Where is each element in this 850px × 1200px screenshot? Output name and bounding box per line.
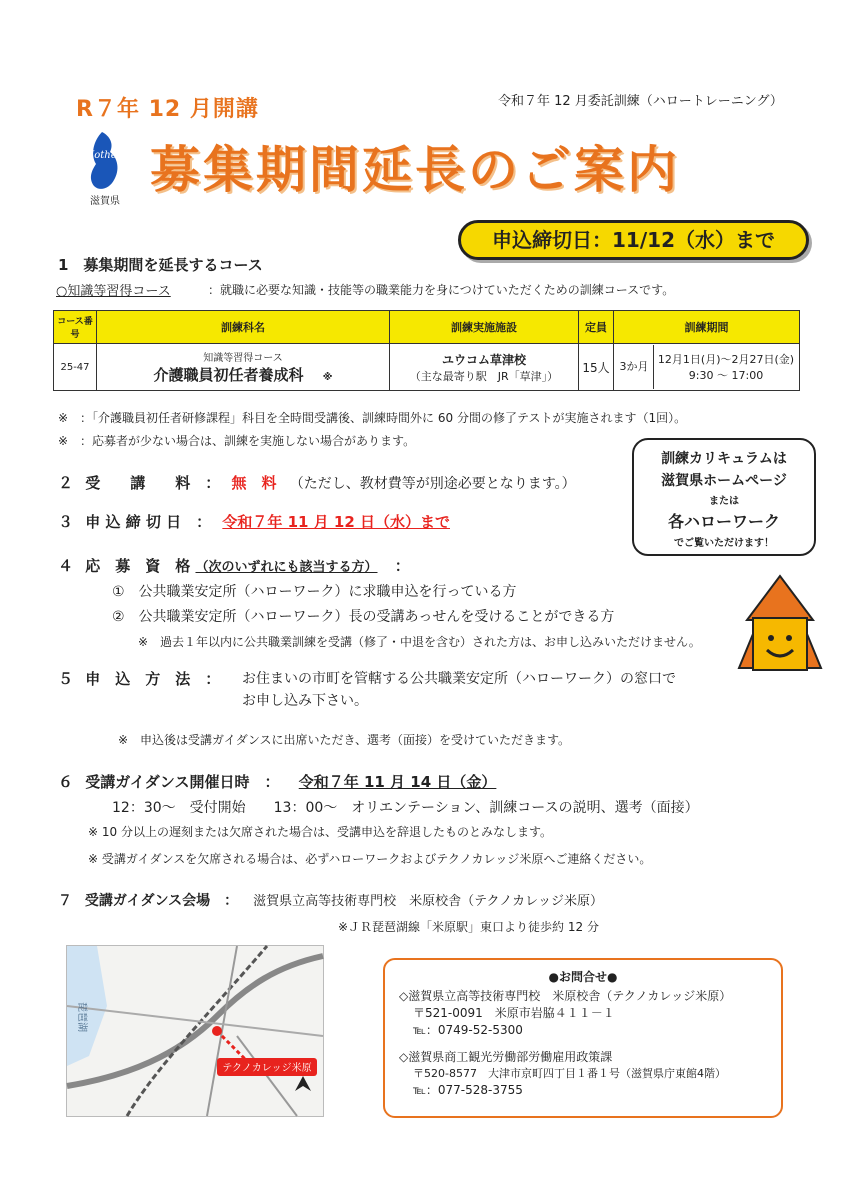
map-drawing	[67, 946, 323, 1116]
mother-lake-logo	[80, 130, 150, 210]
guidance-label: 受講ガイダンス開催日時 ：	[85, 773, 280, 791]
page-title: 募集期間延長のご案内	[150, 141, 680, 199]
section-2	[58, 472, 576, 493]
contact-address-2: 〒520-8577 大津市京町四丁目１番１号（滋賀県庁東館4階）	[413, 1067, 726, 1080]
eligibility-qualifier: （次のいずれにも該当する方）	[195, 560, 378, 575]
north-arrow-icon	[295, 1076, 311, 1091]
fee-note: （ただし、教材費等が別途必要となります。）	[289, 476, 576, 492]
cell-capacity: 15人	[579, 344, 614, 391]
section-5-number: ５	[58, 670, 74, 688]
access-map	[66, 945, 324, 1117]
guidance-note-2: ※ 受講ガイダンスを欠席される場合は、必ずハローワークおよびテクノカレッジ米原へご連絡ください。	[88, 852, 652, 866]
callout-line-5: でご覧いただけます！	[674, 538, 774, 549]
eligibility-item-1: ① 公共職業安定所（ハローワーク）に求職申込を行っている方	[112, 584, 517, 600]
map-location-label: テクノカレッジ米原	[222, 1063, 312, 1074]
fee-value: 無 料	[231, 474, 277, 492]
contact-address-1: 〒521-0091 米原市岩脇４１１－１	[413, 1006, 615, 1020]
contact-heading: ●お問合せ●	[548, 970, 618, 984]
eligibility-note: ※ 過去１年以内に公共職業訓練を受講（修了・中退を含む）された方は、お申し込みいただけません。	[138, 635, 701, 649]
logo-text: Mother Lake	[84, 150, 150, 161]
course-note-mark: ※	[322, 372, 333, 383]
cell-course-code: 25-47	[54, 344, 97, 391]
section-3-number: ３	[58, 513, 74, 531]
contact-phone-2: ℡：077-528-3755	[413, 1083, 523, 1097]
application-line-2: お申し込み下さい。	[242, 693, 368, 709]
cell-facility	[390, 344, 579, 391]
header-period: 訓練期間	[614, 311, 800, 344]
section-4	[58, 555, 410, 576]
course-name: 介護職員初任者養成科	[153, 366, 304, 384]
application-label: 申 込 方 法 ：	[85, 670, 221, 688]
course-type-label	[56, 280, 171, 299]
header-course-name: 訓練科名	[97, 311, 390, 344]
header-course-code: コース番号	[54, 311, 97, 344]
section-5	[58, 668, 220, 689]
course-name-line	[98, 364, 388, 385]
course-months: 3か月	[615, 345, 654, 389]
table-note-2: ※ ：応募者が少ない場合は、訓練を実施しない場合があります。	[58, 434, 416, 448]
cell-period	[614, 344, 800, 391]
guidance-note-1: ※ 10 分以上の遅刻または欠席された場合は、受講申込を辞退したものとみなします。	[88, 825, 552, 839]
section-4-number: ４	[58, 557, 74, 575]
logo-prefecture: 滋賀県	[90, 196, 120, 207]
eligibility-colon: ：	[394, 557, 410, 575]
course-category: 知識等習得コース	[203, 353, 283, 364]
deadline-value: 令和７年 11 月 12 日（水）まで	[222, 513, 450, 531]
contact-box	[383, 958, 783, 1118]
course-description: ：就職に必要な知識・技能等の職業能力を身につけていただくための訓練コースです。	[208, 283, 675, 297]
section-7-number: ７	[58, 893, 72, 909]
header-facility: 訓練実施施設	[390, 311, 579, 344]
lake-shape-icon	[80, 130, 150, 210]
course-type: ○知識等習得コース	[56, 284, 171, 299]
eligibility-label: 応 募 資 格	[85, 557, 191, 575]
callout-line-1: 訓練カリキュラムは	[661, 451, 787, 467]
callout-line-2: 滋賀県ホームページ	[661, 473, 787, 489]
curriculum-callout	[632, 438, 816, 556]
course-dates: 12月1日(月)～2月27日(金)	[657, 353, 795, 366]
section-2-number: ２	[58, 474, 74, 492]
section-3	[58, 511, 450, 532]
table-header-row	[54, 311, 800, 344]
application-note: ※ 申込後は受講ガイダンスに出席いただき、選考（面接）を受けていただきます。	[118, 733, 571, 747]
callout-line-3: または	[709, 496, 739, 507]
mascot-illustration	[735, 572, 825, 687]
venue-label: 受講ガイダンス会場 ：	[84, 893, 239, 909]
eligibility-item-2: ② 公共職業安定所（ハローワーク）長の受講あっせんを受けることができる方	[112, 609, 615, 625]
section-6	[58, 771, 496, 792]
guidance-date: 令和７年 11 月 14 日（金）	[298, 773, 497, 791]
deadline-badge: 申込締切日：11/12（水）まで	[458, 220, 809, 260]
facility-station: （主な最寄り駅 JR「草津」）	[409, 369, 559, 383]
venue-name: 滋賀県立高等技術専門校 米原校舎（テクノカレッジ米原）	[253, 894, 604, 909]
program-subtitle: 令和７年 12 月委託訓練（ハロートレーニング）	[498, 94, 783, 109]
contact-phone-1: ℡：0749-52-5300	[413, 1023, 523, 1037]
course-table	[53, 310, 800, 391]
guidance-schedule: 12：30～ 受付開始 13：00～ オリエンテーション、訓練コースの説明、選考（面接）	[112, 800, 699, 816]
header-capacity: 定員	[579, 311, 614, 344]
table-note-1: ※ ：「介護職員初任者研修課程」科目を全時間受講後、訓練時間外に 60 分間の修了テストが実施されます（1回）。	[58, 411, 687, 425]
contact-org-1: ◇滋賀県立高等技術専門校 米原校舎（テクノカレッジ米原）	[399, 989, 732, 1003]
mascot-icon	[735, 572, 825, 687]
facility-name: ユウコム草津校	[441, 352, 526, 367]
map-lake-label: 琵琶湖	[76, 1002, 87, 1032]
application-line-1: お住まいの市町を管轄する公共職業安定所（ハローワーク）の窓口で	[242, 671, 676, 687]
section-1-heading: 1 募集期間を延長するコース	[58, 256, 263, 274]
cell-course-name	[97, 344, 390, 391]
callout-line-4: 各ハローワーク	[667, 512, 780, 531]
contact-org-2: ◇滋賀県商工観光労働部労働雇用政策課	[399, 1050, 613, 1064]
fee-label: 受 講 料 ：	[85, 474, 221, 492]
table-row	[54, 344, 800, 391]
opening-month-label: R７年 12 月開講	[76, 97, 259, 122]
deadline-label: 申 込 締 切 日 ：	[85, 513, 212, 531]
venue-access: ※ＪＲ琵琶湖線「米原駅」東口より徒歩約 12 分	[338, 920, 599, 934]
section-7	[58, 890, 603, 910]
course-hours: 9:30 ～ 17:00	[688, 369, 764, 382]
section-6-number: ６	[58, 773, 74, 791]
